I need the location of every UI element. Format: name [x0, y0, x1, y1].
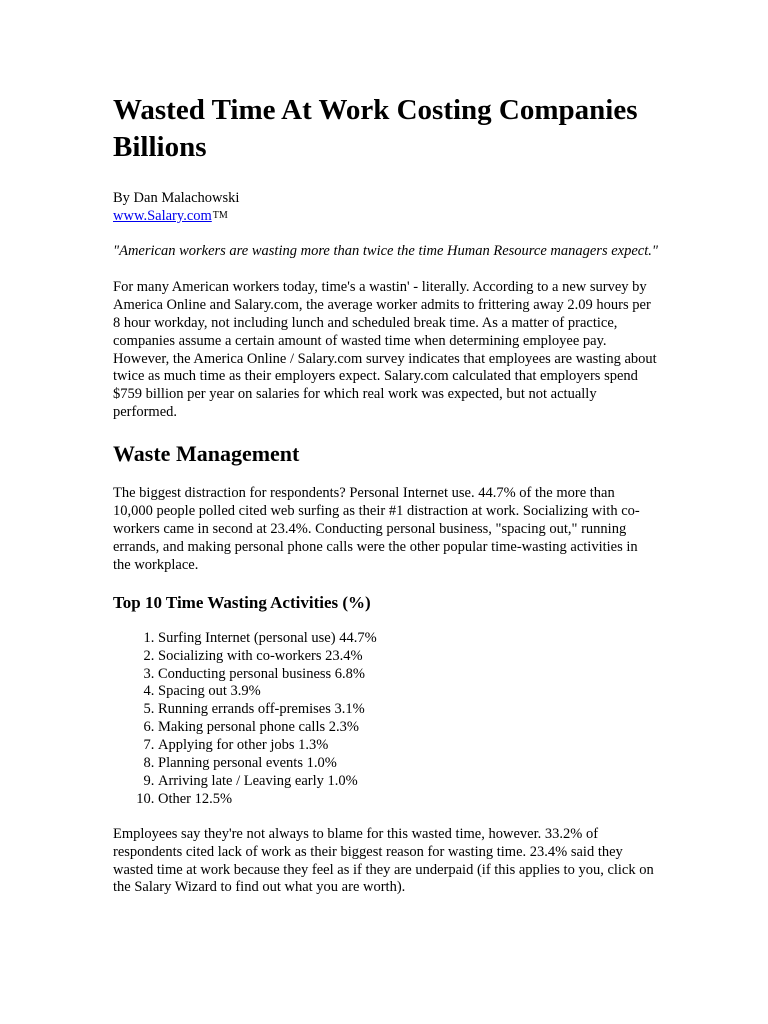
section-heading: Waste Management — [113, 441, 300, 467]
list-item: 3. Conducting personal business 6.8% — [158, 666, 658, 684]
list-item: 5. Running errands off-premises 3.1% — [158, 701, 658, 719]
list-item: 7. Applying for other jobs 1.3% — [158, 737, 658, 755]
list-item: 4. Spacing out 3.9% — [158, 683, 658, 701]
activities-list — [113, 630, 658, 809]
list-item: 6. Making personal phone calls 2.3% — [158, 719, 658, 737]
trademark-mark: TM — [212, 210, 228, 221]
list-item: 8. Planning personal events 1.0% — [158, 755, 658, 773]
intro-paragraph: For many American workers today, time's a wastin' - literally. According to a new survey by America Online and Salary.com, the average worker admits to frittering away 2.09 hours per 8 hour workday, not including lunch and scheduled break time. As a matter of practice, companies assume a certain amount of wasted time when determining employee pay. However, the America Online / Salary.com survey indicates that employees are wasting about twice as much time as their employers expect. Salary.com calculated that employers spend $759 billion per year on salaries for which real work was expected, but not actually performed. — [113, 278, 657, 421]
list-item: 9. Arriving late / Leaving early 1.0% — [158, 773, 658, 791]
author-name: By Dan Malachowski — [113, 190, 240, 206]
source-line — [113, 207, 658, 225]
pull-quote: "American workers are wasting more than twice the time Human Resource managers expect." — [113, 243, 658, 259]
list-item: 2. Socializing with co-workers 23.4% — [158, 648, 658, 666]
list-item: 1. Surfing Internet (personal use) 44.7% — [158, 630, 658, 648]
byline — [113, 189, 658, 225]
salary-com-link[interactable]: www.Salary.com — [113, 208, 212, 224]
list-heading: Top 10 Time Wasting Activities (%) — [113, 592, 371, 612]
distraction-paragraph: The biggest distraction for respondents? Personal Internet use. 44.7% of the more than 10,000 people polled cited web surfing as their #1 distraction at work. Socializing with co-workers came in second at 23.4%. Conducting personal business, "spacing out," running errands, and making personal phone calls were the other popular time-wasting activities in the workplace. — [113, 485, 640, 573]
article-title: Wasted Time At Work Costing Companies Billions — [113, 94, 638, 163]
list-item: 10. Other 12.5% — [158, 791, 658, 809]
article — [113, 92, 658, 897]
blame-paragraph: Employees say they're not always to blame for this wasted time, however. 33.2% of respondents cited lack of work as their biggest reason for wasting time. 23.4% said they wasted time at work because they feel as if they are underpaid (if this applies to you, click on the Salary Wizard to find out what you are worth). — [113, 825, 654, 896]
